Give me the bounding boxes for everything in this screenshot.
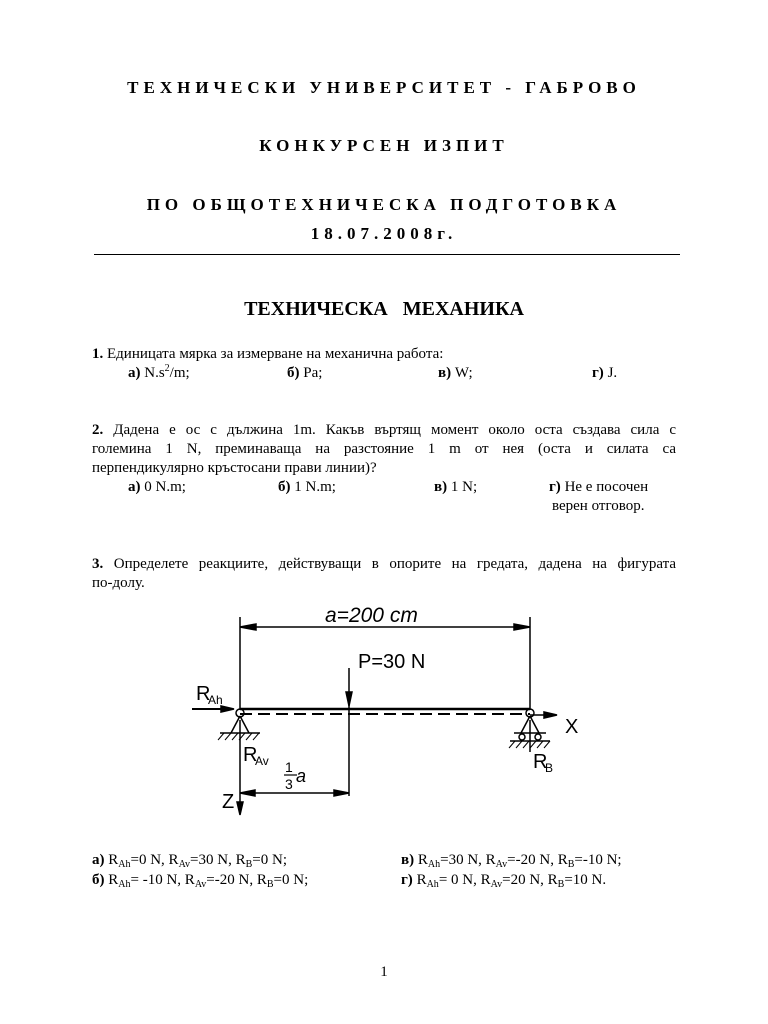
reaction-subscript: Ah — [426, 879, 439, 890]
reaction-subscript: Ah — [118, 859, 131, 870]
x-axis-arrow — [544, 712, 557, 718]
reaction-b-sub: B — [545, 761, 554, 775]
reaction-value: =0 N, — [130, 852, 169, 868]
reaction-av-sub: Av — [255, 754, 269, 768]
reaction-subscript: Ah — [427, 859, 441, 870]
third-dimension-arrow-left — [240, 790, 255, 796]
right-support-roller-2 — [535, 734, 541, 740]
page-number: 1 — [380, 964, 388, 980]
reaction-value: =30 N, — [440, 852, 486, 868]
reaction-symbol: R — [184, 872, 195, 888]
exam-title: КОНКУРСЕН ИЗПИТ — [259, 136, 509, 155]
q2-answer-d-continued: верен отговор. — [552, 498, 645, 514]
reaction-symbol: R — [547, 872, 558, 888]
q1-answer-a[interactable]: а) $N.s^2/m$; — [128, 363, 190, 381]
course-title: ПО ОБЩОТЕХНИЧЕСКА ПОДГОТОВКА — [146, 195, 622, 214]
reaction-value: =20 N, — [502, 872, 548, 888]
reaction-symbol: R — [108, 852, 119, 868]
reaction-subscript: Ah — [118, 879, 131, 890]
force-label: P=30 N — [358, 651, 426, 673]
reaction-symbol: R — [480, 872, 491, 888]
reaction-subscript: Av — [194, 879, 207, 890]
q2-answer-d[interactable]: г) Не е посочен — [549, 479, 649, 495]
reaction-subscript: Av — [490, 879, 503, 890]
subject-title: ТЕХНИЧЕСКА МЕХАНИКА — [244, 298, 524, 320]
right-support-roller-1 — [519, 734, 525, 740]
q2-answer-b[interactable]: б) 1 N.m; — [278, 479, 336, 495]
answer-label: г) — [401, 872, 417, 888]
fraction-denominator: 3 — [285, 776, 293, 792]
question-3-line-2: по-долу. — [92, 575, 145, 591]
reaction-value: =30 N, — [190, 852, 236, 868]
z-axis-arrowhead — [237, 802, 243, 815]
left-support-leg-2 — [240, 716, 249, 733]
fraction-numerator: 1 — [285, 759, 293, 775]
reaction-subscript: B — [557, 879, 565, 890]
reaction-symbol: R — [416, 872, 427, 888]
left-support-hatching — [218, 733, 259, 740]
question-3-line-1: 3. Определете реакциите, действуващи в опорите на гредата, дадена на фигурата — [92, 556, 677, 572]
reaction-value: =10 N. — [564, 872, 607, 888]
right-support-leg-1 — [521, 716, 530, 733]
reaction-value: = 0 N, — [438, 872, 481, 888]
dimension-arrow-right — [514, 624, 530, 630]
question-3-number: 3. — [92, 556, 104, 572]
question-2-line-2: големина 1 N, преминаваща на разстояние 1 m от нея (оста и силата са — [92, 441, 676, 457]
reaction-value: =-20 N, — [206, 872, 257, 888]
third-dimension-arrow-right — [334, 790, 349, 796]
university-title: ТЕХНИЧЕСКИ УНИВЕРСИТЕТ - ГАБРОВО — [127, 78, 641, 97]
reaction-value: =0 N; — [252, 852, 287, 868]
answer-label: в) — [401, 852, 418, 868]
q3-answer-c[interactable] — [401, 851, 622, 869]
reaction-av-r: R — [243, 744, 258, 766]
question-1-text: Единицата мярка за измерване на механична работа: — [107, 346, 444, 362]
reaction-value: = -10 N, — [130, 872, 185, 888]
reaction-subscript: B — [245, 859, 253, 870]
reaction-ah-sub: Ah — [208, 693, 223, 707]
reaction-subscript: Av — [495, 859, 508, 870]
q3-answer-a[interactable] — [92, 851, 287, 869]
question-2-number: 2. — [92, 422, 104, 438]
reaction-symbol: R — [557, 852, 568, 868]
q1-answer-c[interactable]: в) W; — [438, 365, 473, 381]
reaction-value: =-20 N, — [507, 852, 558, 868]
reaction-value: =-10 N; — [574, 852, 622, 868]
reaction-symbol: R — [108, 872, 119, 888]
reaction-subscript: B — [567, 859, 575, 870]
reaction-symbol: R — [417, 852, 428, 868]
q1-answer-d[interactable]: г) J. — [592, 365, 618, 381]
reaction-subscript: Av — [178, 859, 191, 870]
reaction-symbol: R — [235, 852, 246, 868]
dimension-arrow-left — [240, 624, 256, 630]
answer-label: а) — [92, 852, 109, 868]
question-2-line-1: 2. Дадена е ос с дължина 1m. Какъв въртящ момент около оста създава сила с — [92, 422, 677, 438]
z-axis-label: Z — [222, 791, 235, 813]
reaction-symbol: R — [168, 852, 179, 868]
question-1-number: 1. — [92, 346, 104, 362]
q3-answer-d[interactable] — [401, 871, 606, 889]
reaction-symbol: R — [256, 872, 267, 888]
force-p-arrowhead — [346, 692, 352, 706]
q2-answer-a[interactable]: а) 0 N.m; — [128, 479, 186, 495]
x-axis-label: X — [565, 716, 579, 738]
q2-answer-c[interactable]: в) 1 N; — [434, 479, 478, 495]
answer-label: б) — [92, 872, 109, 888]
reaction-ah-arrowhead — [221, 706, 234, 712]
dimension-label: a=200 cm — [325, 604, 418, 627]
reaction-ah-r: R — [196, 683, 211, 705]
reaction-b-r: R — [533, 751, 548, 773]
q3-answer-b[interactable] — [92, 871, 308, 889]
question-2-line-3: перпендикулярно кръстосани прави линии)? — [92, 460, 377, 476]
left-support-leg-1 — [231, 716, 240, 733]
reaction-symbol: R — [485, 852, 496, 868]
right-support-leg-2 — [530, 716, 539, 733]
fraction-variable: a — [296, 766, 307, 786]
exam-date: 18.07.2008г. — [310, 224, 458, 243]
reaction-value: =0 N; — [273, 872, 309, 888]
q1-answer-b[interactable]: б) Pa; — [287, 365, 323, 381]
reaction-subscript: B — [266, 879, 274, 890]
